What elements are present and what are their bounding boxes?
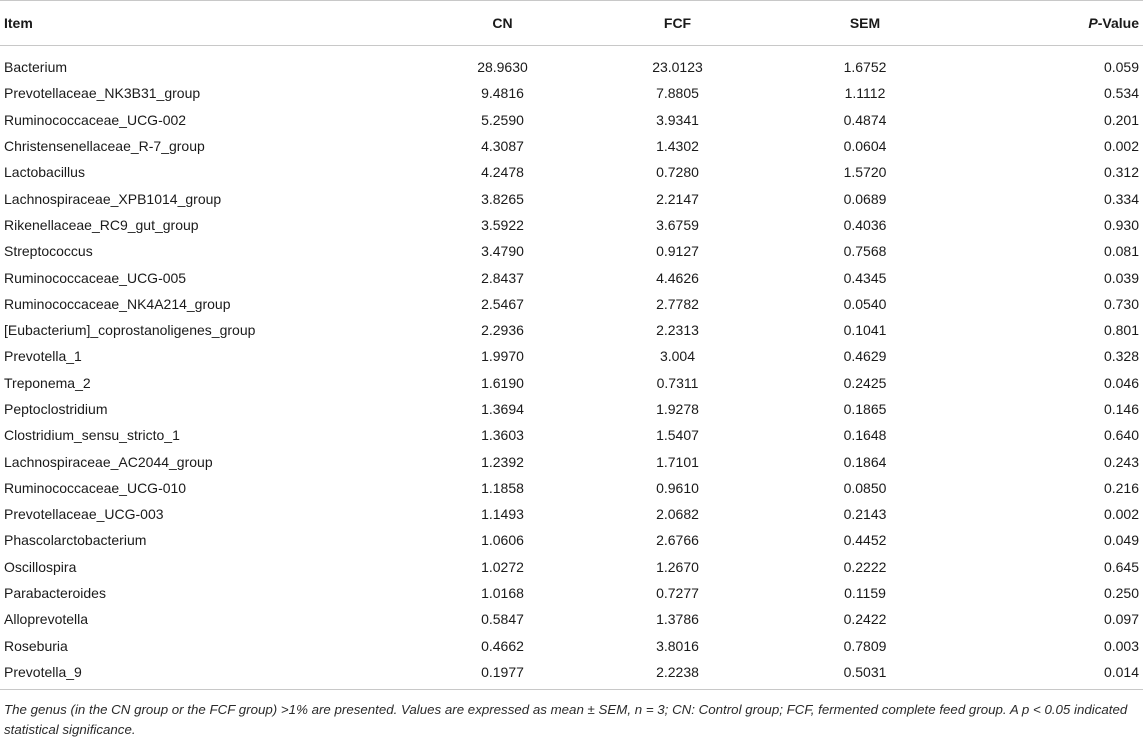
cell-sem: 0.2222 (843, 558, 887, 575)
cell-fcf: 2.2238 (585, 659, 770, 690)
cell-item: Prevotella_9 (0, 659, 420, 690)
cell-fcf: 2.2313 (656, 322, 699, 339)
cell-sem: 0.4036 (843, 216, 887, 233)
cell-p-value: 0.312 (1103, 164, 1139, 181)
table-row (0, 159, 1143, 185)
cell-sem: 0.1865 (843, 401, 887, 417)
cell-fcf: 1.9278 (656, 401, 699, 417)
cell-p-value: 0.334 (1103, 190, 1139, 207)
table-row (0, 107, 1143, 133)
table-row (0, 80, 1143, 106)
cell-cn: 28.9630 (477, 59, 528, 76)
header-p-suffix: -Value (1097, 15, 1139, 31)
cell-item: Lactobacillus (4, 164, 85, 181)
cell-cn: 0.4662 (481, 637, 524, 654)
cell-cn: 3.8265 (481, 190, 524, 207)
cell-sem: 0.1648 (843, 427, 887, 444)
cell-sem: 0.2143 (843, 506, 887, 523)
cell-sem: 0.2425 (843, 374, 887, 391)
cell-fcf: 3.9341 (656, 111, 699, 128)
cell-p-value: 0.049 (1103, 532, 1139, 549)
header-fcf: FCF (585, 1, 770, 46)
cell-p-value: 0.250 (1103, 585, 1139, 602)
cell-sem: 0.4874 (843, 111, 887, 128)
table-row (0, 554, 1143, 580)
header-spacer (0, 46, 1143, 55)
header-p-value (960, 1, 1143, 46)
cell-cn: 1.3694 (481, 401, 524, 417)
cell-fcf: 4.4626 (656, 269, 699, 286)
table-row (0, 264, 1143, 290)
cell-sem: 1.5720 (843, 164, 887, 181)
table-row (0, 185, 1143, 211)
cell-p-value: 0.801 (1103, 322, 1139, 339)
cell-fcf: 2.7782 (656, 295, 699, 312)
cell-p-value: 0.046 (1103, 374, 1139, 391)
cell-p-value: 0.645 (1103, 558, 1139, 575)
table-row (0, 212, 1143, 238)
cell-p-value: 0.146 (1103, 401, 1139, 417)
cell-fcf: 0.7311 (656, 374, 699, 391)
cell-item: Roseburia (4, 637, 68, 654)
cell-sem: 0.4629 (843, 348, 887, 365)
cell-cn: 1.1493 (481, 506, 524, 523)
table-body (0, 46, 1143, 690)
cell-p-value: 0.216 (1103, 479, 1139, 496)
cell-p-value: 0.640 (1103, 427, 1139, 444)
table-row (0, 133, 1143, 159)
cell-sem: 0.0604 (843, 138, 887, 155)
cell-sem: 0.0689 (843, 190, 887, 207)
header-sem: SEM (770, 1, 960, 46)
cell-cn: 2.5467 (481, 295, 524, 312)
cell-sem: 1.6752 (843, 59, 887, 76)
cell-p-value: 0.201 (1103, 111, 1139, 128)
cell-cn: 0.1977 (420, 659, 585, 690)
cell-cn: 2.8437 (481, 269, 524, 286)
table-row (0, 422, 1143, 448)
cell-p-value: 0.081 (1103, 243, 1139, 260)
cell-fcf: 0.7277 (656, 585, 699, 602)
cell-p-value: 0.059 (1103, 59, 1139, 76)
cell-item: Alloprevotella (4, 611, 89, 628)
cell-sem: 0.1159 (844, 585, 886, 602)
cell-item: Ruminococcaceae_UCG-010 (4, 479, 187, 496)
cell-fcf: 0.7280 (656, 164, 699, 181)
cell-sem: 0.1864 (843, 453, 887, 470)
cell-item: Prevotellaceae_NK3B31_group (4, 85, 201, 102)
cell-sem: 0.7568 (843, 243, 887, 260)
cell-item: [Eubacterium]_coprostanoligenes_group (4, 322, 256, 339)
cell-p-value: 0.039 (1103, 269, 1139, 286)
cell-fcf: 0.9127 (656, 243, 699, 260)
table-row (0, 659, 1143, 690)
cell-fcf: 1.3786 (656, 611, 699, 628)
cell-cn: 1.1858 (481, 479, 524, 496)
cell-sem: 1.1112 (844, 85, 886, 102)
cell-p-value: 0.328 (1103, 348, 1139, 365)
cell-item: Rikenellaceae_RC9_gut_group (4, 216, 199, 233)
cell-sem: 0.1041 (843, 322, 887, 339)
cell-p-value: 0.730 (1103, 295, 1139, 312)
cell-item: Lachnospiraceae_XPB1014_group (4, 190, 222, 207)
cell-cn: 1.2392 (481, 453, 524, 470)
header-row (0, 1, 1143, 46)
cell-fcf: 1.2670 (656, 558, 699, 575)
cell-item: Ruminococcaceae_NK4A214_group (4, 295, 231, 312)
cell-fcf: 2.0682 (656, 506, 699, 523)
cell-cn: 1.6190 (481, 374, 524, 391)
cell-cn: 1.0606 (481, 532, 524, 549)
cell-fcf: 1.7101 (656, 453, 699, 470)
cell-fcf: 3.004 (659, 348, 696, 365)
table-row (0, 343, 1143, 369)
table-row (0, 317, 1143, 343)
cell-item: Prevotella_1 (4, 348, 82, 365)
header-cn: CN (420, 1, 585, 46)
cell-p-value: 0.002 (1103, 138, 1139, 155)
cell-sem: 0.5031 (770, 659, 960, 690)
cell-cn: 1.0168 (481, 585, 524, 602)
cell-p-value: 0.003 (1103, 637, 1139, 654)
table-row (0, 527, 1143, 553)
cell-cn: 3.5922 (481, 216, 524, 233)
cell-cn: 9.4816 (481, 85, 524, 102)
table-row (0, 54, 1143, 80)
cell-cn: 5.2590 (481, 111, 524, 128)
cell-item: Prevotellaceae_UCG-003 (4, 506, 164, 523)
table-row (0, 501, 1143, 527)
cell-cn: 4.2478 (481, 164, 524, 181)
cell-cn: 0.5847 (481, 611, 524, 628)
cell-item: Phascolarctobacterium (4, 532, 147, 549)
cell-sem: 0.0540 (843, 295, 887, 312)
cell-p-value: 0.002 (1103, 506, 1139, 523)
cell-p-value: 0.243 (1103, 453, 1139, 470)
cell-sem: 0.0850 (843, 479, 887, 496)
cell-fcf: 7.8805 (656, 85, 699, 102)
cell-fcf: 23.0123 (652, 59, 703, 76)
table-row (0, 370, 1143, 396)
header-item: Item (0, 1, 420, 46)
cell-fcf: 2.6766 (656, 532, 699, 549)
cell-cn: 3.4790 (481, 243, 524, 260)
table-row (0, 633, 1143, 659)
cell-item: Lachnospiraceae_AC2044_group (4, 453, 213, 470)
cell-item: Parabacteroides (4, 585, 106, 602)
cell-sem: 0.4345 (843, 269, 887, 286)
cell-fcf: 2.2147 (656, 190, 699, 207)
table-row (0, 606, 1143, 632)
cell-cn: 1.9970 (481, 348, 524, 365)
cell-fcf: 1.5407 (656, 427, 699, 444)
table-row (0, 580, 1143, 606)
cell-cn: 4.3087 (481, 138, 524, 155)
cell-sem: 0.4452 (843, 532, 887, 549)
cell-p-value: 0.930 (1103, 216, 1139, 233)
cell-item: Ruminococcaceae_UCG-005 (4, 269, 187, 286)
cell-item: Oscillospira (4, 558, 77, 575)
table-footnote: The genus (in the CN group or the FCF group) >1% are presented. Values are expressed as mean ± SEM, n = 3; CN: Control group; FCF, fermented complete feed group. A p < 0.05 indicated statistical significance. (4, 702, 1128, 737)
cell-p-value: 0.097 (1103, 611, 1139, 628)
cell-fcf: 3.6759 (656, 216, 699, 233)
table-row (0, 396, 1143, 422)
cell-p-value: 0.014 (960, 659, 1143, 690)
table-row (0, 448, 1143, 474)
cell-cn: 1.0272 (481, 558, 524, 575)
table-row (0, 238, 1143, 264)
cell-item: Ruminococcaceae_UCG-002 (4, 111, 187, 128)
cell-item: Clostridium_sensu_stricto_1 (4, 427, 180, 444)
table-row (0, 291, 1143, 317)
cell-fcf: 1.4302 (656, 138, 699, 155)
header-p-letter: P (1088, 15, 1098, 31)
table-header (0, 1, 1143, 46)
cell-cn: 1.3603 (481, 427, 524, 444)
cell-item: Peptoclostridium (4, 401, 108, 417)
cell-item: Treponema_2 (4, 374, 91, 391)
cell-item: Streptococcus (4, 243, 93, 260)
cell-fcf: 0.9610 (656, 479, 699, 496)
cell-item: Christensenellaceae_R-7_group (4, 138, 205, 155)
cell-cn: 2.2936 (481, 322, 524, 339)
table-row (0, 475, 1143, 501)
cell-fcf: 3.8016 (656, 637, 699, 654)
cell-item: Bacterium (4, 59, 68, 76)
cell-sem: 0.2422 (843, 611, 887, 628)
cell-sem: 0.7809 (843, 637, 887, 654)
cell-p-value: 0.534 (1103, 85, 1139, 102)
